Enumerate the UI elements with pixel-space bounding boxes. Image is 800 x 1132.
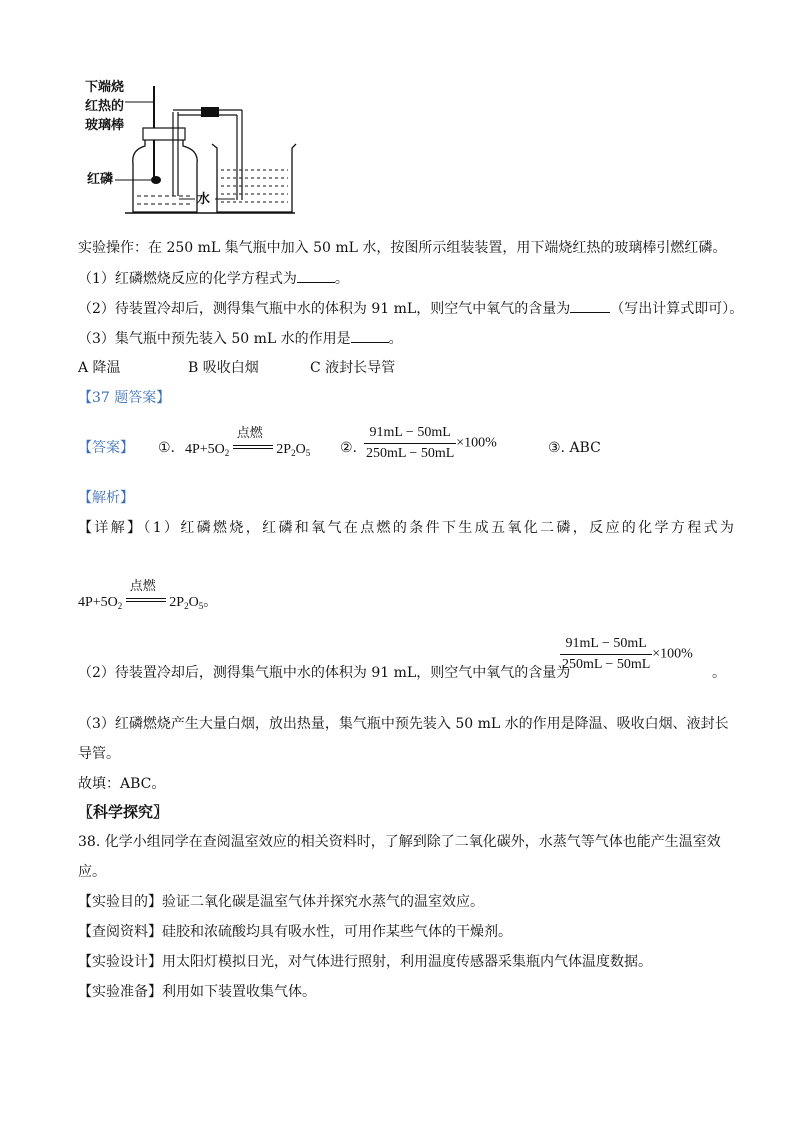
q38-item [78,892,484,912]
eq-left: 4P+5O [78,595,118,610]
item-tag: 【实验准备】 [78,984,162,1000]
answer-mark3: ③. ABC [548,440,601,456]
q38-item [78,982,316,1002]
item-text: 硅胶和浓硫酸均具有吸水性，可用作某些气体的干燥剂。 [162,924,512,940]
analysis-detail2: （2）待装置冷却后，测得集气瓶中水的体积为 91 mL，则空气中氧气的含量为 [78,665,571,681]
eq-condition: 点燃 [129,579,156,594]
eq-right-b: O [295,442,306,457]
water-label: 水 [197,192,211,207]
chemical-equation: $4P+5O_2$ 点燃 $2P_2O_5$ [78,592,203,611]
answer-blank [570,298,610,313]
analysis-fraction [560,636,693,673]
eq-right-a: 2P [276,442,292,457]
analysis-title: 【解析】 [78,490,134,506]
q37-sub2 [78,298,743,319]
fraction-tail: ×100% [456,435,497,451]
q37-sub2-end: （写出计算式即可）。 [610,301,744,317]
eq-right-a: 2P [169,595,185,610]
eq-arrow [233,426,273,453]
answer-blank [297,268,335,283]
analysis-detail3-line1: （3）红磷燃烧产生大量白烟，放出热量，集气瓶中预先装入 50 mL 水的作用是降温、吸收白烟、液封长 [78,716,729,732]
fraction [364,425,456,462]
q38-line1: 38. 化学小组同学在查阅温室效应的相关资料时，了解到除了二氧化碳外，水蒸气等气体也能产生温室效 [78,834,721,850]
eq-left: 4P+5O [185,442,225,457]
item-tag: 【实验设计】 [78,954,162,970]
answer-title: 【37 题答案】 [78,390,171,406]
glass-rod-label [85,78,124,135]
fraction-numerator: 91mL − 50mL [560,636,652,655]
q37-sub1-text: （1）红磷燃烧反应的化学方程式为 [78,271,297,287]
q37-sub1-end: 。 [334,271,349,287]
fraction-tail: ×100% [652,646,693,662]
answer-equation [185,426,311,458]
q37-sub3-end: 。 [388,331,403,347]
eq-condition: 点燃 [236,426,263,441]
analysis-equation [78,579,218,612]
q37-sub1 [78,268,349,289]
eq-arrow [126,579,166,606]
fraction-denominator: 250mL − 50mL [366,446,455,461]
answer-blank [351,328,389,343]
q38-item [78,922,512,942]
glass-rod-label-line2: 红热的 [85,99,125,114]
q37-sub2-text: （2）待装置冷却后，测得集气瓶中水的体积为 91 mL，则空气中氧气的含量为 [78,301,571,317]
item-text: 验证二氧化碳是温室气体并探究水蒸气的温室效应。 [162,894,484,910]
red-phosphorus-label: 红磷 [87,172,114,187]
chemical-equation: $4P+5O_2$ 点燃 $2P_2O_5$ [185,439,310,458]
option-a: A 降温 [78,360,121,376]
answer-fraction [364,425,497,462]
q37-sub3-text: （3）集气瓶中预先装入 50 mL 水的作用是 [78,331,351,347]
analysis-detail3-line2: 导管。 [78,746,120,762]
answer-label: 【答案】 [78,440,134,456]
section-title: 〖科学探究〗 [78,803,169,821]
answer-mark2: ②. [340,440,358,456]
item-text: 利用如下装置收集气体。 [162,984,316,1000]
item-tag: 【实验目的】 [78,894,162,910]
q37-sub3 [78,328,403,349]
fraction-denominator: 250mL − 50mL [562,657,651,672]
analysis-conclusion: 故填：ABC。 [78,776,166,792]
q37-operation: 实验操作：在 250 mL 集气瓶中加入 50 mL 水，按图所示组装装置，用下端烧红热的玻璃棒引燃红磷。 [78,240,727,256]
answer-mark1: ①. [158,440,176,456]
glass-rod-label-line1: 下端烧 [85,80,125,95]
fraction-numerator: 91mL − 50mL [364,425,456,444]
q38-line2: 应。 [78,864,106,880]
analysis-detail1: 【详解】（1）红磷燃烧，红磷和氧气在点燃的条件下生成五氧化二磷，反应的化学方程式为 [78,520,737,536]
q38-item [78,952,652,972]
eq-right-b: O [188,595,199,610]
item-text: 用太阳灯模拟日光，对气体进行照射，利用温度传感器采集瓶内气体温度数据。 [162,954,652,970]
option-c: C 液封长导管 [310,360,396,376]
item-tag: 【查阅资料】 [78,924,162,940]
glass-rod-label-line3: 玻璃棒 [85,118,125,133]
fraction [560,636,652,673]
analysis-detail2-end: 。 [712,665,726,681]
analysis-detail1-end: 。 [203,594,218,610]
option-b: B 吸收白烟 [188,360,259,376]
apparatus-figure [85,72,300,222]
